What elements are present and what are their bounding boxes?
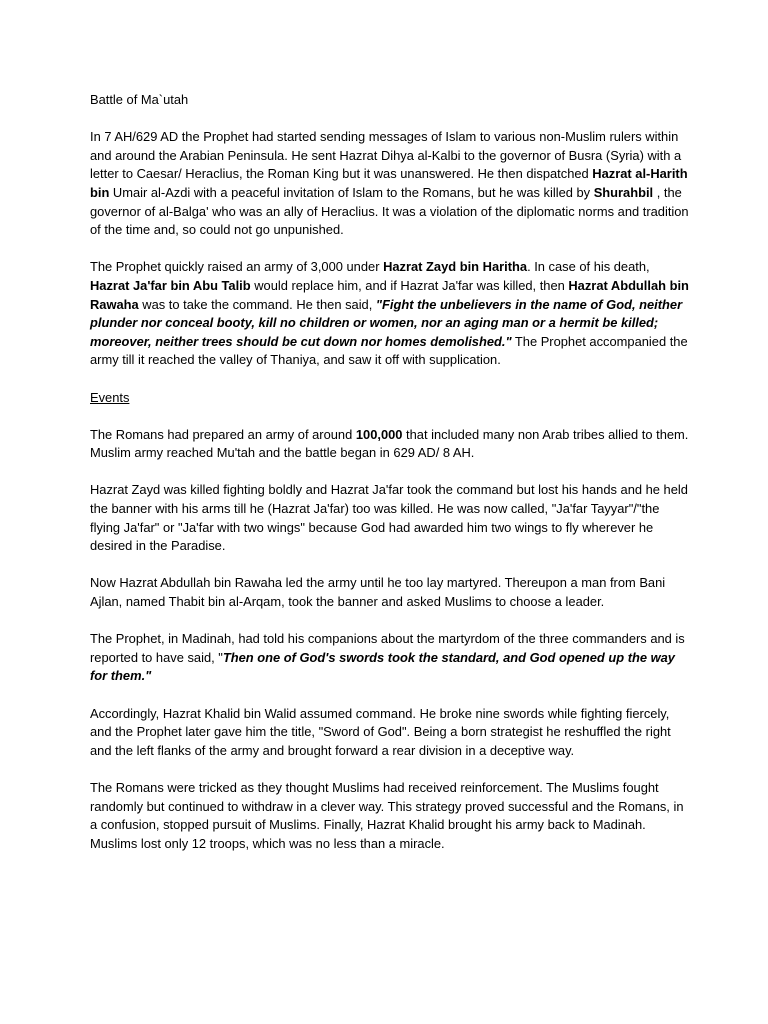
paragraph-text: The Prophet, in Madinah, had told his companions about the martyrdom of the three commanders and is reported to have said, " xyxy=(90,631,685,665)
paragraph-prophet-madinah xyxy=(90,630,690,686)
bold-name: Hazrat al-Harith bin xyxy=(90,166,688,200)
bold-name: Hazrat Ja'far bin Abu Talib xyxy=(90,277,251,293)
paragraph-abdullah: Now Hazrat Abdullah bin Rawaha led the army until he too lay martyred. Thereupon a man from Bani Ajlan, named Thabit bin al-Arqam, took the banner and asked Muslims to choose a leader. xyxy=(90,575,666,610)
quote-text: "Fight the unbelievers in the name of God, neither plunder nor conceal booty, kill no children or women, nor an aging man or a hermit be killed; moreover, neither trees should be cut down nor homes demolished." xyxy=(90,296,683,349)
document-body xyxy=(90,91,690,872)
paragraph-zayd-jafar: Hazrat Zayd was killed fighting boldly and Hazrat Ja'far took the command but lost his hands and he held the banner with his arms till he (Hazrat Ja'far) too was killed. He was now called, "Ja'far Tayyar"/"the flying Ja'far" or "Ja'far with two wings" because God had awarded him two wings to fly wherever he desired in the Paradise. xyxy=(90,482,688,554)
paragraph-text: The Romans had prepared an army of around xyxy=(90,426,356,442)
paragraph-text: , the governor of al-Balga' who was an ally of Heraclius. It was a violation of the diplomatic norms and tradition of the time and, so could not go unpunished. xyxy=(90,184,689,238)
paragraph-intro xyxy=(90,128,690,240)
bold-name: Shurahbil xyxy=(593,184,654,200)
paragraph-text: The Prophet accompanied the army till it reached the valley of Thaniya, and saw it off with supplication. xyxy=(90,333,688,368)
quote-text: Then one of God's swords took the standard, and God opened up the way for them." xyxy=(90,649,675,684)
paragraph-retreat: The Romans were tricked as they thought Muslims had received reinforcement. The Muslims fought randomly but continued to withdraw in a clever way. This strategy proved successful and the Romans, in a confusion, stopped pursuit of Muslims. Finally, Hazrat Khalid brought his army back to Madinah. Muslims lost only 12 troops, which was no less than a miracle. xyxy=(90,779,684,851)
section-heading-events: Events xyxy=(90,389,130,405)
paragraph-text: that included many non Arab tribes allied to them. Muslim army reached Mu'tah and the battle began in 629 AD/ 8 AH. xyxy=(90,426,689,461)
paragraph-text: was to take the command. He then said, xyxy=(138,296,376,312)
paragraph-army xyxy=(90,258,690,370)
bold-name: Hazrat Abdullah bin Rawaha xyxy=(90,277,689,312)
paragraph-text: would replace him, and if Hazrat Ja'far was killed, then xyxy=(250,277,569,293)
paragraph-khalid: Accordingly, Hazrat Khalid bin Walid assumed command. He broke nine swords while fighting fiercely, and the Prophet later gave him the title, "Sword of God". Being a born strategist he reshuffled the right and the left flanks of the army and brought forward a rear division in a deceptive way. xyxy=(90,705,671,758)
document-title: Battle of Ma`utah xyxy=(90,92,189,107)
bold-number: 100,000 xyxy=(355,426,403,442)
paragraph-text: . In case of his death, xyxy=(527,259,650,275)
paragraph-text: Umair al-Azdi with a peaceful invitation of Islam to the Romans, but he was killed by xyxy=(109,184,594,200)
paragraph-romans-army xyxy=(90,426,690,463)
bold-name: Hazrat Zayd bin Haritha xyxy=(383,259,528,275)
paragraph-text: In 7 AH/629 AD the Prophet had started sending messages of Islam to various non-Muslim rulers within and around the Arabian Peninsula. He sent Hazrat Dihya al-Kalbi to the governor of Busra (Syria) with a letter to Caesar/ Heraclius, the Roman King but it was unanswered. He then dispatched xyxy=(90,129,682,182)
paragraph-text: The Prophet quickly raised an army of 3,000 under xyxy=(90,259,384,275)
